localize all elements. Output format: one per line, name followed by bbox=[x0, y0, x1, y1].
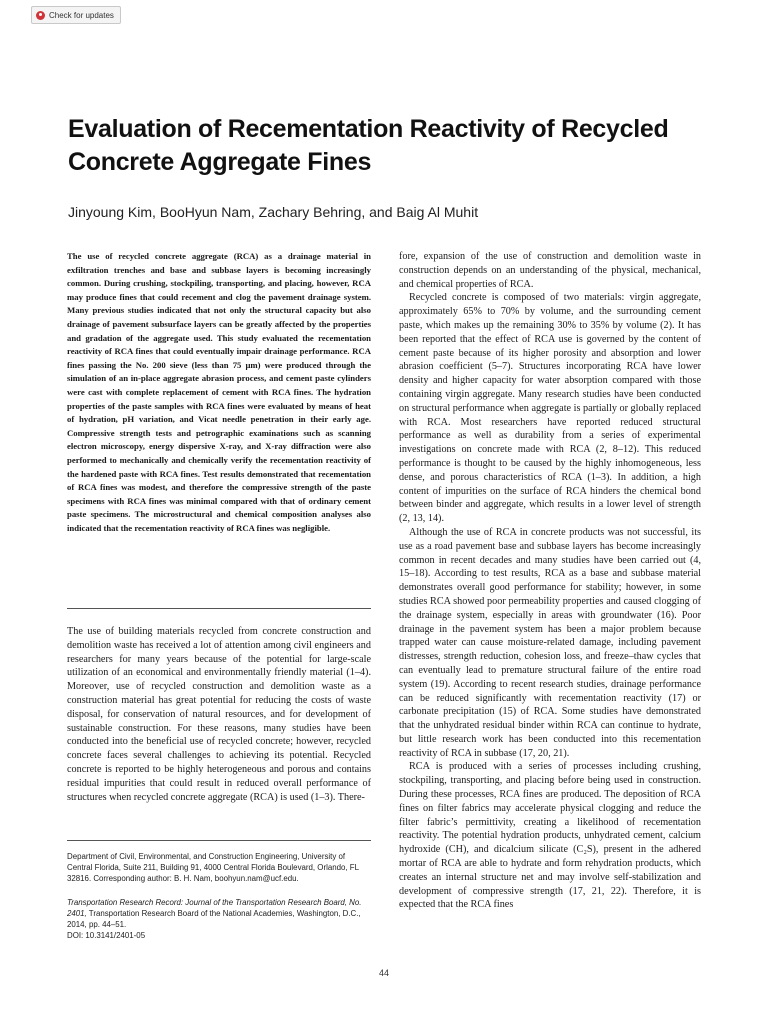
journal-name: Transportation Research Record: Journal of the Transportation Research Board, No. 2401, bbox=[67, 898, 362, 918]
right-column bbox=[399, 250, 701, 912]
footnote-divider bbox=[67, 840, 371, 841]
abstract: The use of recycled concrete aggregate (RCA) as a drainage material in exfiltration trenches and base and subbase layers is becoming increasingly common. During crushing, stockpiling, transporting, and placing, however, RCA may produce fines that could recement and clog the pavement drainage system. Many previous studies indicated that not only the structural capacity but also drainage of pavement subsurface layers can be greatly affected by the properties and gradation of the aggregate used. This study evaluated the recementation reactivity of RCA fines that could eventually impair drainage performance. RCA fines passing the No. 200 sieve (less than 75 μm) were produced through the simulation of an in-place aggregate abrasion process, and cement paste cylinders were cast with complete replacement of cement with RCA fines. The hydration properties of the paste samples with RCA fines were evaluated by means of heat of hydration, pH variation, and Vicat needle penetration in their early age. Compressive strength tests and petrographic examinations such as scanning electron microscopy, energy dispersive X-ray, and X-ray diffraction were also performed to mechanically and chemically verify the recementation reactivity of the hardened paste with RCA fines. Test results demonstrated that recementation of RCA fines was modest, and therefore the compressive strength of the paste specimens with RCA fines was minimal compared with that of ordinary cement paste specimens. The microstructural and chemical composition analyses also indicated that the recementation reactivity of RCA fines was negligible. bbox=[67, 251, 371, 533]
check-updates-icon bbox=[36, 11, 45, 20]
body-paragraph: Although the use of RCA in concrete products was not successful, its use as a road pavement base and subbase layers has become increasingly common in recent decades and many studies have been carried out (4, 15–18). According to test results, RCA as a base and subbase material demonstrates overall good performance for stability; however, in some studies RCA showed poor permeability properties and caused clogging of the drainage system, especially in areas with groundwater (16). Poor drainage in the pavement system has been a major problem because trapped water can cause moisture-related damage, including pavement distresses, strength reduction, cohesion loss, and freeze–thaw cycles that can eventually lead to premature structural failure of the entire road system (19). According to recent research studies, drainage performance can be reduced significantly with recementation reactivity (17) or carbonate precipitation (15) of RCA. Some studies have demonstrated that the unhydrated residual binder within RCA can continue to hydrate, but little research work has been conducted into this recementation reactivity of RCA in subbase (17, 20, 21). bbox=[399, 526, 701, 759]
citation-footnote bbox=[67, 897, 371, 941]
doi-text: DOI: 10.3141/2401-05 bbox=[67, 931, 146, 940]
badge-label: Check for updates bbox=[49, 10, 114, 20]
intro-paragraph: The use of building materials recycled from concrete construction and demolition waste has received a lot of attention among civil engineers and researchers for many years because of the potential for large-scale utilization of an economical and environmentally friendly material (1–4). Moreover, use of recycled construction and demolition waste as a construction material has great potential for reducing the costs of waste disposal, for conservation of natural resources, and for development of sustainable construction. For these reasons, many studies have been conducted into the beneficial use of recycled concrete; however, recycled concrete faces several challenges to achieving its potential. Recycled concrete is reported to be highly heterogeneous and porous and contains residual impurities that could result in reduced overall performance of structures when recycled concrete aggregate (RCA) is used (1–3). There- bbox=[67, 626, 371, 803]
check-for-updates-badge[interactable] bbox=[31, 6, 121, 24]
paper-title: Evaluation of Recementation Reactivity of Recycled Concrete Aggregate Fines bbox=[68, 115, 669, 176]
body-paragraph: fore, expansion of the use of construction and demolition waste in construction depends on an understanding of the physical, mechanical, and chemical properties of RCA. bbox=[399, 251, 701, 290]
affiliation-footnote: Department of Civil, Environmental, and Construction Engineering, University of Central Florida, Suite 211, Building 91, 4000 Central Florida Boulevard, Orlando, FL 32816. Corresponding author: B. H. Nam, boohyun.nam@ucf.edu. bbox=[67, 852, 359, 883]
page-number: 44 bbox=[378, 968, 389, 978]
author-list: Jinyoung Kim, BooHyun Nam, Zachary Behring, and Baig Al Muhit bbox=[68, 204, 479, 220]
body-paragraph: RCA is produced with a series of processes including crushing, stockpiling, transporting, and placing before being used in construction. During these processes, RCA fines are produced. The deposition of RCA fines on filter fabrics may accelerate physical clogging and reduce the filter fabric’s permittivity, creating a likelihood of recementation reactivity. The potential hydration products, unhydrated cement, calcium hydroxide (CH), and dicalcium silicate (C₂S), present in the adhered mortar of RCA are able to hydrate and form rehydration products, which creates an internal structure net and may involve self-stabilization and development of compressive strength (17, 21, 22). Therefore, it is expected that the RCA fines bbox=[399, 761, 701, 911]
citation-details: Transportation Research Board of the National Academies, Washington, D.C., 2014, pp. 44–51. bbox=[67, 909, 361, 929]
body-paragraph: Recycled concrete is composed of two materials: virgin aggregate, approximately 65% to 70% by volume, and the surrounding cement paste, which makes up the remaining 30% to 35% by volume (2). It has been reported that the effect of RCA use is governed by the content of cement paste because of its higher porosity and absorption and lower abrasion coefficient (5–7). Structures incorporating RCA have lower density and higher capacity for water absorption compared with those containing virgin aggregate. Many research studies have been conducted on structural performance when aggregate is partially or globally replaced with RCA. Most researchers have reported reduced structural performance as well as durability from a series of experimental investigations on concrete made with RCA (2, 8–12). This reduced performance is thought to be caused by the highly inhomogeneous, less dense, and porous characteristics of RCA (1–3). In addition, a high content of impurities on the surface of RCA hinders the chemical bond between binder and aggregate, which results in a lower level of strength (2, 13, 14). bbox=[399, 292, 701, 525]
abstract-divider bbox=[67, 608, 371, 609]
